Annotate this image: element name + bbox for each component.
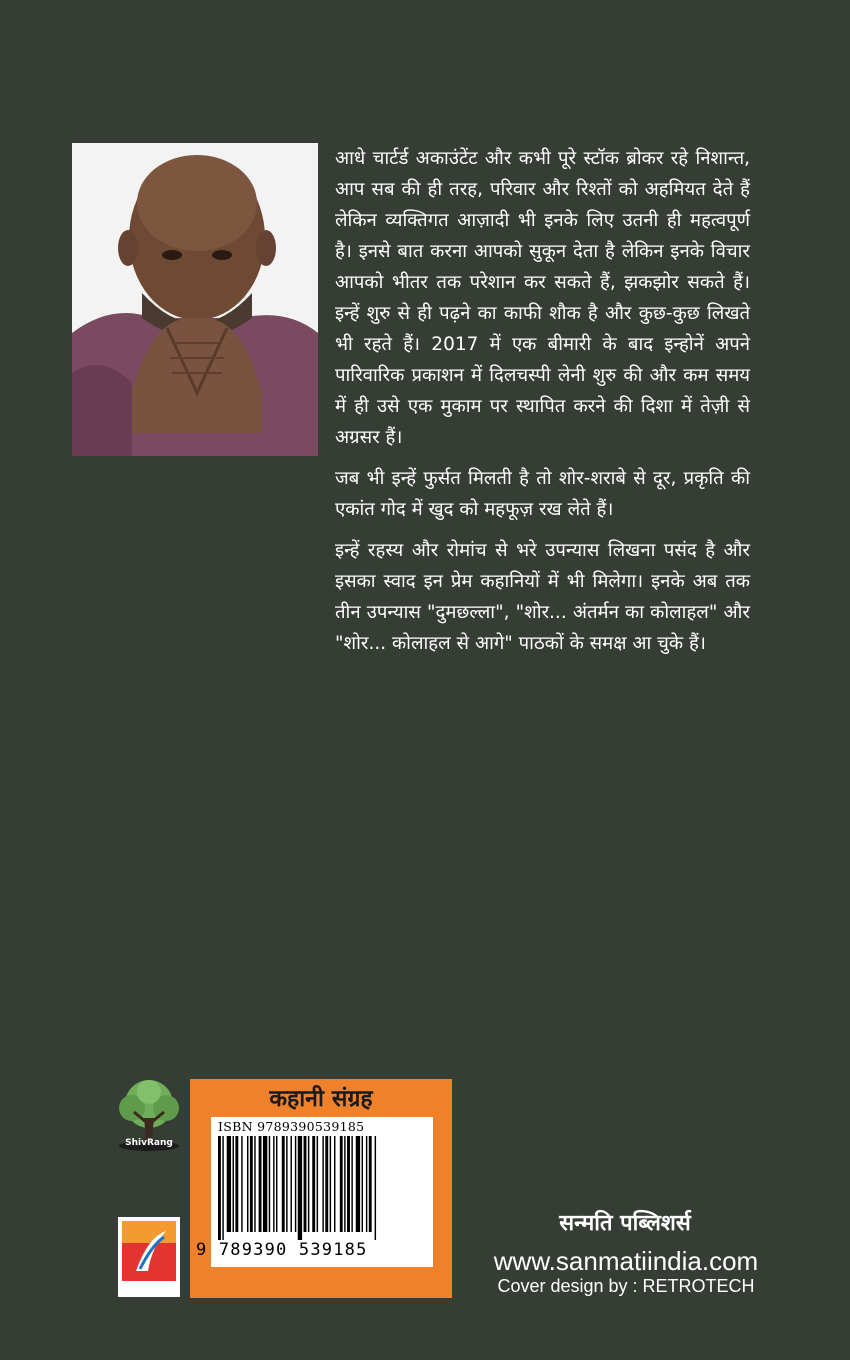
barcode-bar <box>322 1136 323 1232</box>
barcode-bar <box>366 1136 367 1232</box>
barcode-bar <box>218 1136 221 1240</box>
author-bio <box>335 143 750 669</box>
barcode-bar <box>247 1136 248 1232</box>
barcode-bar <box>241 1136 242 1232</box>
bio-paragraph: इन्हें रहस्य और रोमांच से भरे उपन्यास लिखना पसंद है और इसका स्वाद इन प्रेम कहानियों में भी मिलेगा। इनके अब तक तीन उपन्यास "दुमछल्ला", "शोर... अंतर्मन का कोलाहल" और "शोर... कोलाहल से आगे" पाठकों के समक्ष आ चुके हैं। <box>335 540 750 654</box>
publisher-website[interactable]: www.sanmatiindia.com <box>493 1246 759 1276</box>
barcode-bar <box>312 1136 315 1232</box>
barcode-bar <box>304 1136 307 1232</box>
barcode-bar <box>347 1136 350 1232</box>
cover-credit: Cover design by : RETROTECH <box>497 1276 755 1296</box>
barcode-bar <box>254 1136 255 1232</box>
barcode-bar <box>259 1136 262 1232</box>
author-photo <box>72 143 318 456</box>
sanmati-logo <box>118 1217 180 1297</box>
barcode-bar <box>276 1136 277 1232</box>
barcode-bar <box>295 1136 296 1232</box>
barcode-bar <box>263 1136 267 1232</box>
barcode-bar <box>369 1136 372 1232</box>
barcode-bar <box>325 1136 328 1232</box>
bio-paragraph: आधे चार्टर्ड अकाउंटेंट और कभी पूरे स्टॉक ब्रोकर रहे निशान्त, आप सब की ही तरह, परिवार और रिश्तों को अहमियत देते हैं लेकिन व्यक्तिगत आज़ादी भी इनके लिए उतनी ही महत्वपूर्ण है। इनसे बात करना आपको सुकून देता है लेकिन इनके विचार आपको भीतर तक परेशान कर सकते हैं, झकझोर सकते हैं। इन्हें शुरु से ही पढ़ने का काफी शौक है और कुछ-कुछ लिखते भी रहते हैं। 2017 में एक बीमारी के बाद इन्होनें अपने पारिवारिक प्रकाशन में दिलचस्पी लेनी शुरु की और कम समय में ही उसे एक मुकाम पर स्थापित करने की दिशा में तेज़ी से अग्रसर हैं। <box>335 148 750 448</box>
barcode-bar <box>235 1136 238 1232</box>
barcode-bar <box>340 1136 343 1232</box>
isbn-bottom-text: 9 789390 539185 <box>196 1240 368 1260</box>
barcode-bar <box>222 1136 223 1240</box>
genre-label: कहानी संग्रह <box>269 1086 373 1112</box>
isbn-top-text: ISBN 9789390539185 <box>218 1119 365 1134</box>
barcode <box>214 1136 430 1244</box>
barcode-bar <box>227 1136 231 1232</box>
barcode-bar <box>317 1136 318 1232</box>
barcode-bar <box>375 1136 376 1240</box>
barcode-bar <box>233 1136 234 1232</box>
barcode-bar <box>298 1136 302 1240</box>
barcode-bar <box>291 1136 292 1232</box>
shivrang-label: ShivRang <box>125 1138 173 1148</box>
publisher-name: सन्मति पब्लिशर्स <box>559 1211 691 1236</box>
barcode-bar <box>308 1136 309 1232</box>
barcode-bar <box>351 1136 352 1232</box>
barcode-bar <box>330 1136 331 1232</box>
barcode-bar <box>362 1136 363 1232</box>
barcode-bar <box>250 1136 253 1232</box>
barcode-bar <box>269 1136 270 1232</box>
barcode-bar <box>334 1136 335 1232</box>
barcode-bar <box>282 1136 285 1232</box>
bio-paragraph: जब भी इन्हें फुर्सत मिलती है तो शोर-शराबे से दूर, प्रकृति की एकांत गोद में खुद को महफूज़ रख लेते हैं। <box>335 468 750 520</box>
barcode-bar <box>344 1136 345 1232</box>
barcode-bar <box>356 1136 360 1232</box>
barcode-bar <box>273 1136 274 1232</box>
barcode-bar <box>286 1136 287 1232</box>
